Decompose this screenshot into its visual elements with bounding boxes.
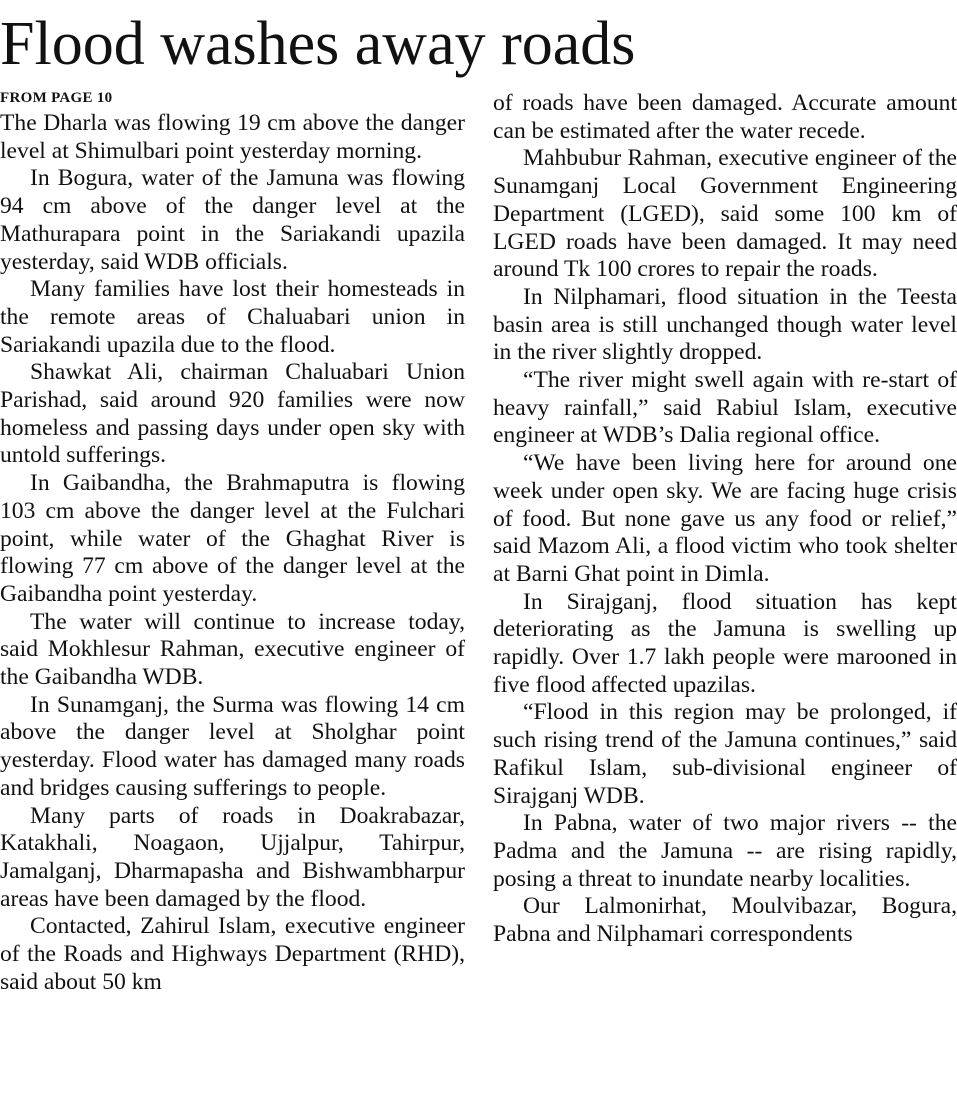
article-column-left [0, 90, 465, 997]
headline: Flood washes away roads [0, 10, 636, 78]
paragraph: The Dharla was flowing 19 cm above the danger level at Shimulbari point yesterday morning. [0, 110, 465, 164]
paragraph: In Gaibandha, the Brahmaputra is flowing 103 cm above the danger level at the Fulchari point, while water of the Ghaghat River is flowing 77 cm above of the danger level at the Gaibandha point yesterday. [0, 470, 465, 607]
paragraph: The water will continue to increase today, said Mokhlesur Rahman, executive engineer of the Gaibandha WDB. [0, 608, 465, 691]
paragraph: “The river might swell again with re-start of heavy rainfall,” said Rabiul Islam, executive engineer at WDB’s Dalia regional office. [493, 367, 957, 449]
jump-label: FROM PAGE 10 [0, 90, 113, 106]
article-column-right [493, 90, 957, 949]
paragraph: Mahbubur Rahman, executive engineer of the Sunamganj Local Government Engineering Department (LGED), said some 100 km of LGED roads have been damaged. It may need around Tk 100 crores to repair the roads. [493, 145, 957, 283]
paragraph: Many families have lost their homesteads in the remote areas of Chaluabari union in Sariakandi upazila due to the flood. [0, 276, 465, 358]
paragraph: Our Lalmonirhat, Moulvibazar, Bogura, Pabna and Nilphamari correspondents [493, 893, 957, 948]
paragraph: of roads have been damaged. Accurate amount can be estimated after the water recede. [493, 90, 957, 144]
paragraph: Shawkat Ali, chairman Chaluabari Union Parishad, said around 920 families were now homeless and passing days under open sky with untold sufferings. [0, 359, 465, 469]
paragraph: In Sunamganj, the Surma was flowing 14 cm above the danger level at Sholghar point yesterday. Flood water has damaged many roads and bridges causing sufferings to people. [0, 691, 465, 801]
paragraph: In Nilphamari, flood situation in the Teesta basin area is still unchanged though water level in the river slightly dropped. [493, 283, 957, 366]
paragraph: Contacted, Zahirul Islam, executive engineer of the Roads and Highways Department (RHD), said about 50 km [0, 913, 465, 995]
paragraph: In Pabna, water of two major rivers -- the Padma and the Jamuna -- are rising rapidly, posing a threat to inundate nearby localities. [493, 810, 957, 892]
paragraph: Many parts of roads in Doakrabazar, Katakhali, Noagaon, Ujjalpur, Tahirpur, Jamalganj, Dharmapasha and Bishwambharpur areas have been damaged by the flood. [0, 802, 465, 912]
paragraph: In Bogura, water of the Jamuna was flowing 94 cm above of the danger level at the Mathurapara point in the Sariakandi upazila yesterday, said WDB officials. [0, 165, 465, 275]
paragraph: “We have been living here for around one week under open sky. We are facing huge crisis of food. But none gave us any food or relief,” said Mazom Ali, a flood victim who took shelter at Barni Ghat point in Dimla. [493, 450, 957, 587]
paragraph: In Sirajganj, flood situation has kept deteriorating as the Jamuna is swelling up rapidly. Over 1.7 lakh people were marooned in five flood affected upazilas. [493, 588, 957, 698]
paragraph: “Flood in this region may be prolonged, if such rising trend of the Jamuna continues,” said Rafikul Islam, sub-divisional engineer of Sirajganj WDB. [493, 699, 957, 809]
